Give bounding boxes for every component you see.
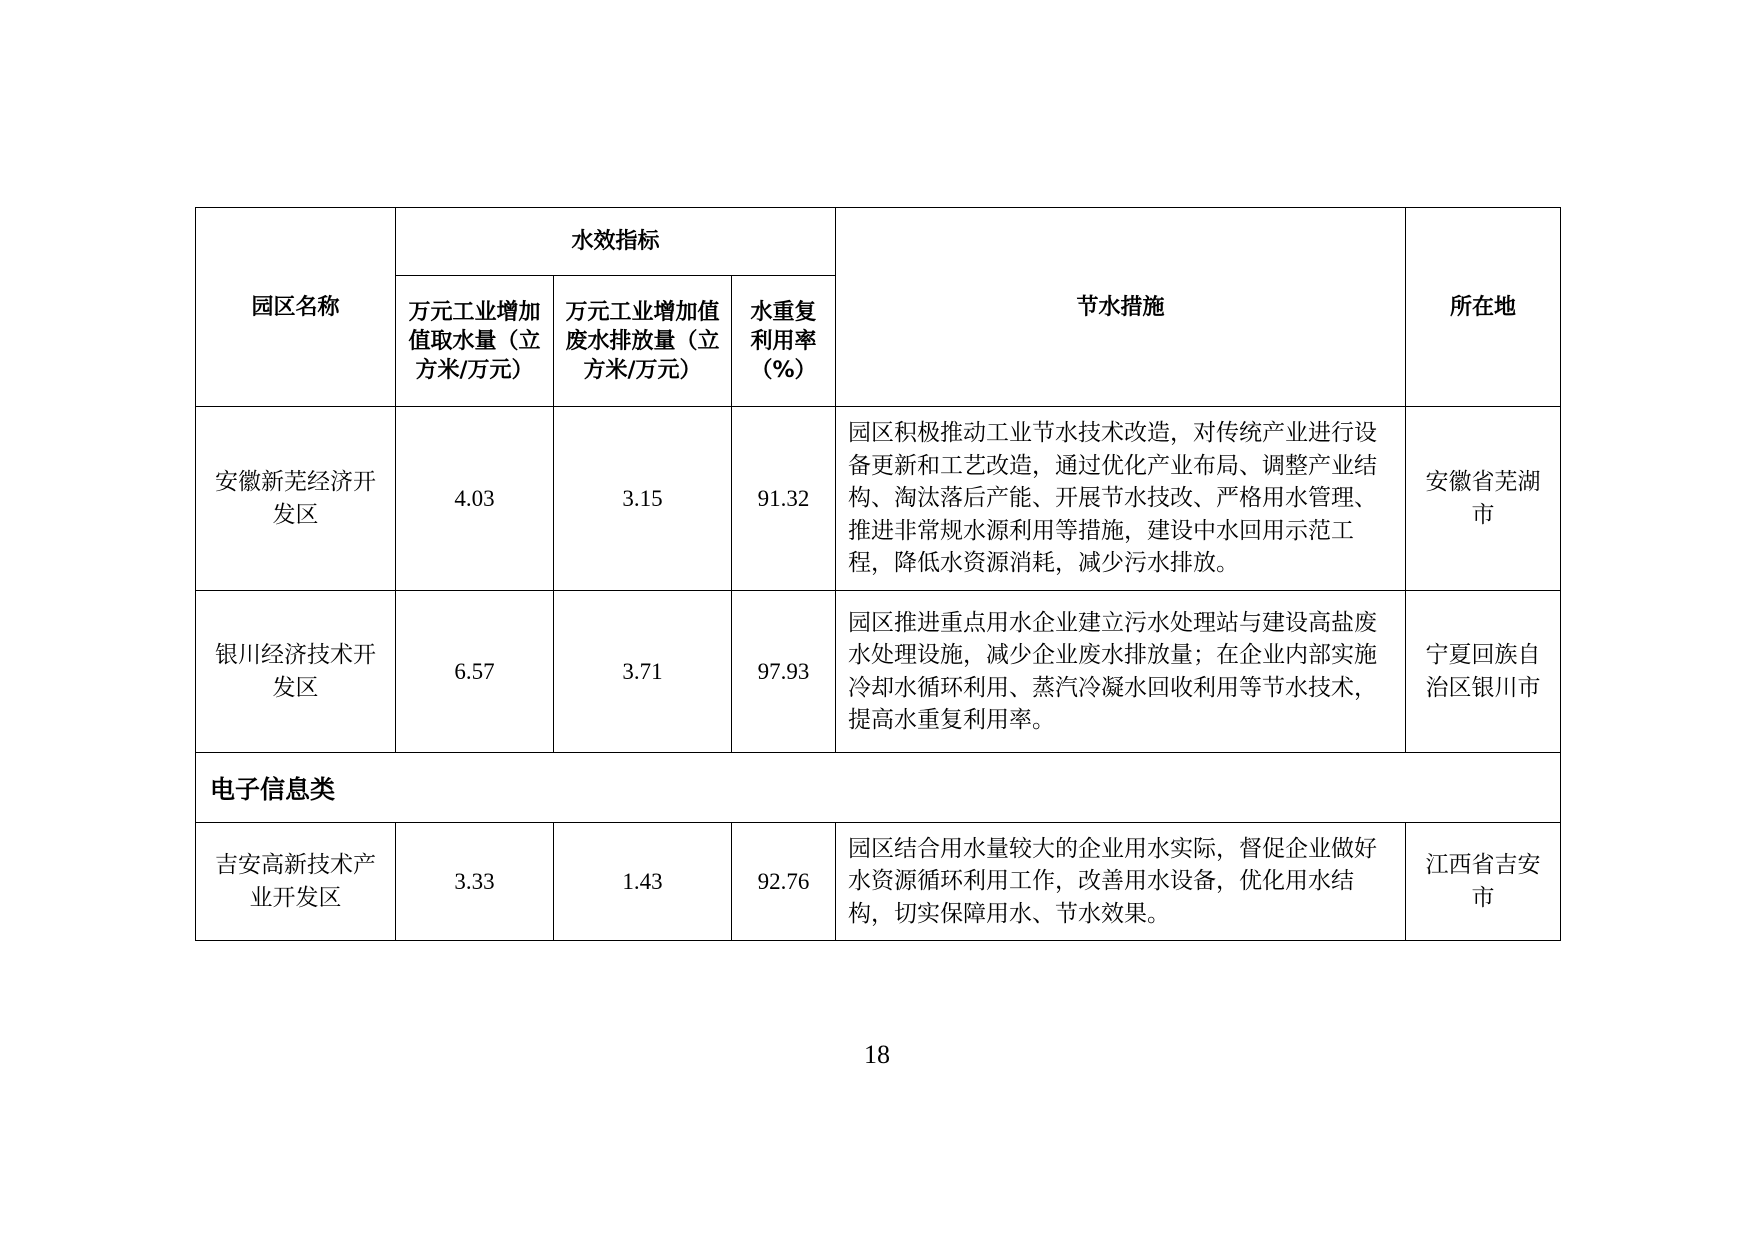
- category-label: 电子信息类: [196, 753, 1561, 823]
- measures-cell: 园区积极推动工业节水技术改造，对传统产业进行设备更新和工艺改造，通过优化产业布局、调整产业结构、淘汰落后产能、开展节水技改、严格用水管理、推进非常规水源利用等措施，建设中水回用示范工程，降低水资源消耗，减少污水排放。: [836, 407, 1406, 591]
- reuse-cell: 91.32: [732, 407, 836, 591]
- header-water-efficiency: 水效指标: [396, 208, 836, 276]
- park-name-cell: 安徽新芜经济开发区: [196, 407, 396, 591]
- discharge-cell: 3.15: [554, 407, 732, 591]
- measures-cell: 园区结合用水量较大的企业用水实际，督促企业做好水资源循环利用工作，改善用水设备，优化用水结构，切实保障用水、节水效果。: [836, 823, 1406, 941]
- water-efficiency-table: [195, 207, 1561, 941]
- water-efficiency-table-container: [195, 207, 1560, 941]
- header-reuse: 水重复利用率（%）: [732, 276, 836, 407]
- header-discharge: 万元工业增加值废水排放量（立方米/万元）: [554, 276, 732, 407]
- reuse-cell: 97.93: [732, 591, 836, 753]
- location-cell: 宁夏回族自治区银川市: [1406, 591, 1561, 753]
- header-row-1: [196, 208, 1561, 276]
- category-row: [196, 753, 1561, 823]
- park-name-cell: 银川经济技术开发区: [196, 591, 396, 753]
- header-intake: 万元工业增加值取水量（立方米/万元）: [396, 276, 554, 407]
- page-number: 18: [864, 1040, 890, 1069]
- reuse-cell: 92.76: [732, 823, 836, 941]
- header-park-name: 园区名称: [196, 208, 396, 407]
- location-cell: 安徽省芜湖市: [1406, 407, 1561, 591]
- intake-cell: 3.33: [396, 823, 554, 941]
- location-cell: 江西省吉安市: [1406, 823, 1561, 941]
- header-measures: 节水措施: [836, 208, 1406, 407]
- discharge-cell: 3.71: [554, 591, 732, 753]
- intake-cell: 6.57: [396, 591, 554, 753]
- table-row: [196, 591, 1561, 753]
- measures-cell: 园区推进重点用水企业建立污水处理站与建设高盐废水处理设施，减少企业废水排放量；在企业内部实施冷却水循环利用、蒸汽冷凝水回收利用等节水技术，提高水重复利用率。: [836, 591, 1406, 753]
- table-row: [196, 823, 1561, 941]
- table-row: [196, 407, 1561, 591]
- intake-cell: 4.03: [396, 407, 554, 591]
- discharge-cell: 1.43: [554, 823, 732, 941]
- header-location: 所在地: [1406, 208, 1561, 407]
- park-name-cell: 吉安高新技术产业开发区: [196, 823, 396, 941]
